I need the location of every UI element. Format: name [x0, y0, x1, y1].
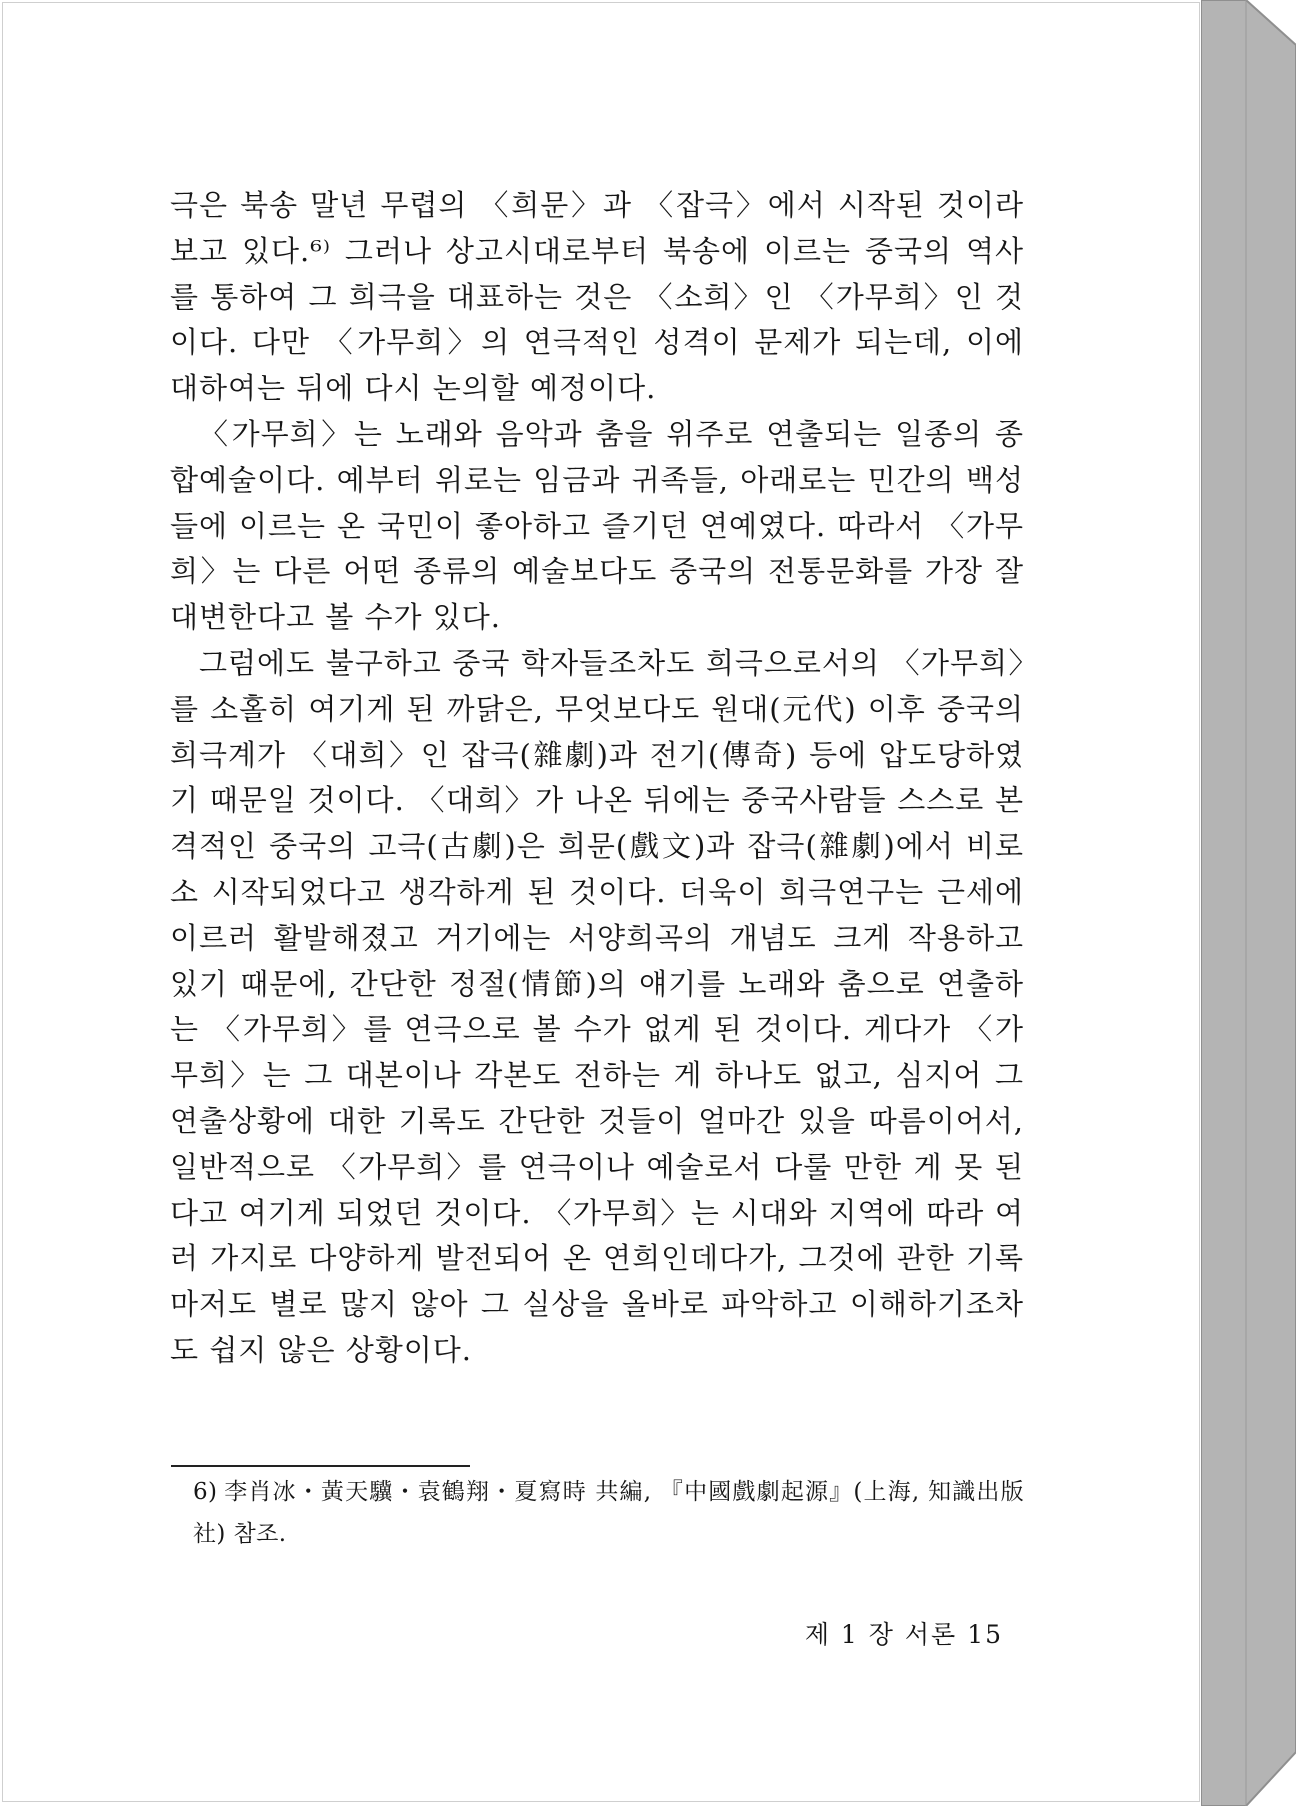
page-number: 15 — [967, 1620, 1003, 1649]
running-footer — [783, 1615, 1003, 1651]
paragraph-3: 그럼에도 불구하고 중국 학자들조차도 희극으로서의 〈가무희〉를 소홀히 여기게 된 까닭은, 무엇보다도 원대(元代) 이후 중국의 희극계가 〈대희〉인 잡극(雜劇)과 전기(傳奇) 등에 압도당하였기 때문일 것이다. 〈대희〉가 나온 뒤에는 중국사람들 스스로 본격적인 중국의 고극(古劇)은 희문(戲文)과 잡극(雜劇)에서 비로소 시작되었다고 생각하게 된 것이다. 더욱이 희극연구는 근세에 이르러 활발해졌고 거기에는 서양희곡의 개념도 크게 작용하고 있기 때문에, 간단한 정절(情節)의 얘기를 노래와 춤으로 연출하는 〈가무희〉를 연극으로 볼 수가 없게 된 것이다. 게다가 〈가무희〉는 그 대본이나 각본도 전하는 게 하나도 없고, 심지어 그 연출상황에 대한 기록도 간단한 것들이 얼마간 있을 따름이어서, 일반적으로 〈가무희〉를 연극이나 예술로서 다룰 만한 게 못 된다고 여기게 되었던 것이다. 〈가무희〉는 시대와 지역에 따라 여러 가지로 다양하게 발전되어 온 연희인데다가, 그것에 관한 기록마저도 별로 많지 않아 그 실상을 올바로 파악하고 이해하기조차도 쉽지 않은 상황이다. — [170, 645, 1024, 1367]
chapter-label: 제 1 장 서론 — [804, 1620, 958, 1649]
footnote — [193, 1471, 1024, 1555]
body-text — [170, 183, 1024, 1374]
paragraph-2: 〈가무희〉는 노래와 음악과 춤을 위주로 연출되는 일종의 종합예술이다. 예부터 위로는 임금과 귀족들, 아래로는 민간의 백성들에 이르는 온 국민이 좋아하고 즐기던 연예였다. 따라서 〈가무희〉는 다른 어떤 종류의 예술보다도 중국의 전통문화를 가장 잘 대변한다고 볼 수가 있다. — [170, 416, 1024, 635]
book-page — [2, 2, 1200, 1802]
footnote-text: 李肖冰・黃天驥・袁鶴翔・夏寫時 共編, 『中國戲劇起源』(上海, 知識出版社) 참조. — [193, 1479, 1024, 1547]
paragraph-1: 극은 북송 말년 무렵의 〈희문〉과 〈잡극〉에서 시작된 것이라 보고 있다.⁶⁾ 그러나 상고시대로부터 북송에 이르는 중국의 역사를 통하여 그 희극을 대표하는 것은 〈소희〉인 〈가무희〉인 것이다. 다만 〈가무희〉의 연극적인 성격이 문제가 되는데, 이에 대하여는 뒤에 다시 논의할 예정이다. — [170, 188, 1024, 406]
book-page-edge — [1201, 0, 1296, 1806]
footnote-divider — [171, 1465, 470, 1467]
footnote-number: 6) — [193, 1479, 218, 1505]
